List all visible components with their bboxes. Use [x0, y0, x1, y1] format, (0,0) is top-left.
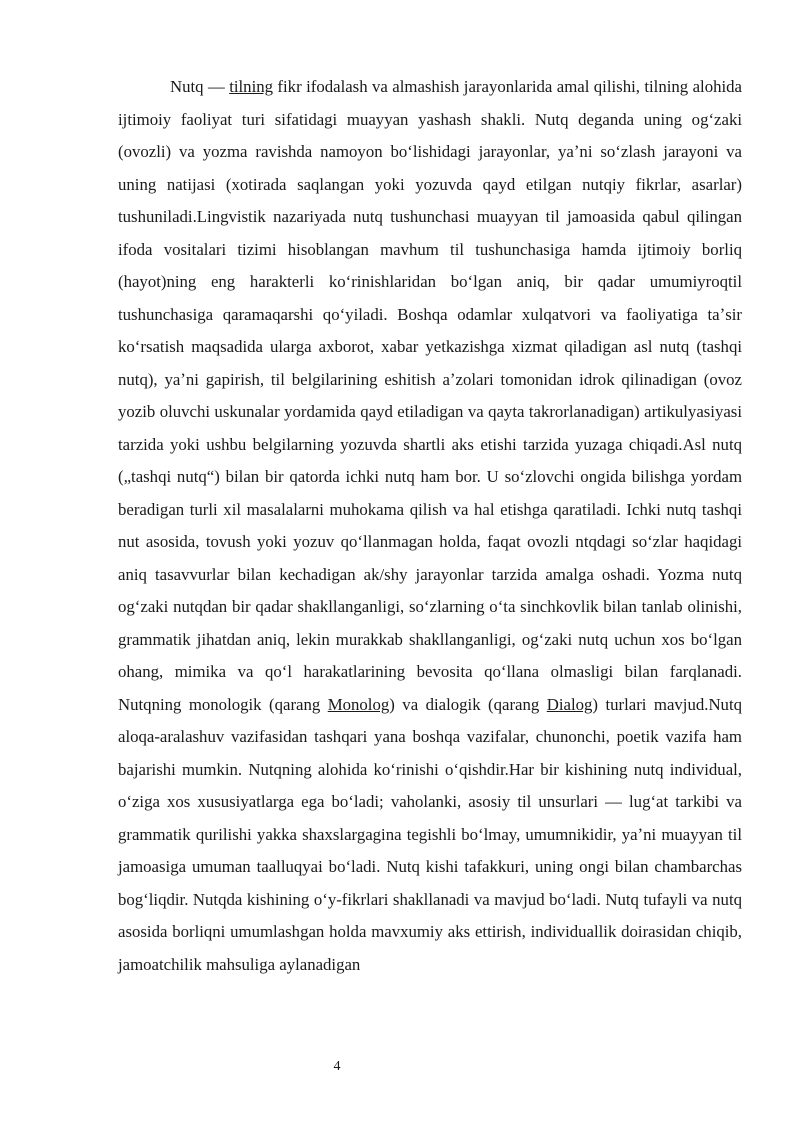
paragraph-text-3: ) va dialogik (qarang: [389, 694, 547, 714]
document-page: [118, 71, 742, 981]
page-number: 4: [333, 1059, 341, 1074]
body-paragraph: [118, 71, 742, 981]
paragraph-text-1: Nutq —: [170, 77, 230, 96]
link-dialog[interactable]: Dialog: [546, 694, 593, 714]
link-monolog[interactable]: Monolog: [327, 694, 390, 714]
link-tilning[interactable]: tilning: [229, 77, 274, 96]
paragraph-text-4: ) turlari mavjud.Nutq aloqa-aralashuv vazifasidan tashqari yana boshqa vazifalar, chunonchi, poetik vazifa ham bajarishi mumkin. Nutqning alohida koʻrinishi oʻqishdir.Har bir kishining nutq individual, oʻziga xos xususiyatlarga ega boʻladi; vaholanki, asosiy til unsurlari — lugʻat tarkibi va grammatik qurilishi yakka shaxslargagina tegishli boʻlmay, umumnikidir, yaʼni muayyan til jamoasiga umuman taalluqyai boʻladi. Nutq kishi tafakkuri, uning ongi bilan chambarchas bogʻliqdir. Nutqda kishining oʻy-fikrlari shakllanadi va mavjud boʻladi. Nutq tufayli va nutq asosida borliqni umumlashgan holda mavxumiy aks ettirish, individuallik doirasidan chiqib, jamoatchilik mahsuliga aylanadigan: [118, 694, 743, 974]
paragraph-text-2: fikr ifodalash va almashish jarayonlarida amal qilishi, tilning alohida ijtimoiy faoliyat turi sifatidagi muayyan yashash shakli. Nutq deganda uning ogʻzaki (ovozli) va yozma ravishda namoyon boʻlishidagi jarayonlar, yaʼni soʻzlash jarayoni va uning natijasi (xotirada saqlangan yoki yozuvda qayd etilgan nutqiy fikrlar, asarlar) tushuniladi.Lingvistik nazariyada nutq tushunchasi muayyan til jamoasida qabul qilingan ifoda vositalari tizimi hisoblangan mavhum til tushunchasiga hamda ijtimoiy borliq (hayot)ning eng harakterli koʻrinishlaridan boʻlgan aniq, bir qadar umumiyroqtil tushunchasiga qaramaqarshi qoʻyiladi. Boshqa odamlar xulqatvori va faoliyatiga taʼsir koʻrsatish maqsadida ularga axborot, xabar yetkazishga xizmat qiladigan asl nutq (tashqi nutq), yaʼni gapirish, til belgilarining eshitish aʼzolari tomonidan idrok qilinadigan (ovoz yozib oluvchi uskunalar yordamida qayd etiladigan va qayta takrorlanadigan) artikulyasiyasi tarzida yoki ushbu belgilarning yozuvda shartli aks etishi tarzida yuzaga chiqadi.Asl nutq („tashqi nutq“) bilan bir qatorda ichki nutq ham bor. U soʻzlovchi ongida bilishga yordam beradigan turli xil masalalarni muhokama qilish va hal etishga qaratiladi. Ichki nutq tashqi nut asosida, tovush yoki yozuv qoʻllanmagan holda, faqat ovozli ntqdagi soʻzlar haqidagi aniq tasavvurlar bilan kechadigan ak/shy jarayonlar tarzida amalga oshadi. Yozma nutq ogʻzaki nutqdan bir qadar shakllanganligi, soʻzlarning oʻta sinchkovlik bilan tanlab olinishi, grammatik jihatdan aniq, lekin murakkab shakllanganligi, ogʻzaki nutq uchun xos boʻlgan ohang, mimika va qoʻl harakatlarining bevosita qoʻllana olmasligi bilan farqlanadi. Nutqning monologik (qarang: [118, 77, 742, 714]
